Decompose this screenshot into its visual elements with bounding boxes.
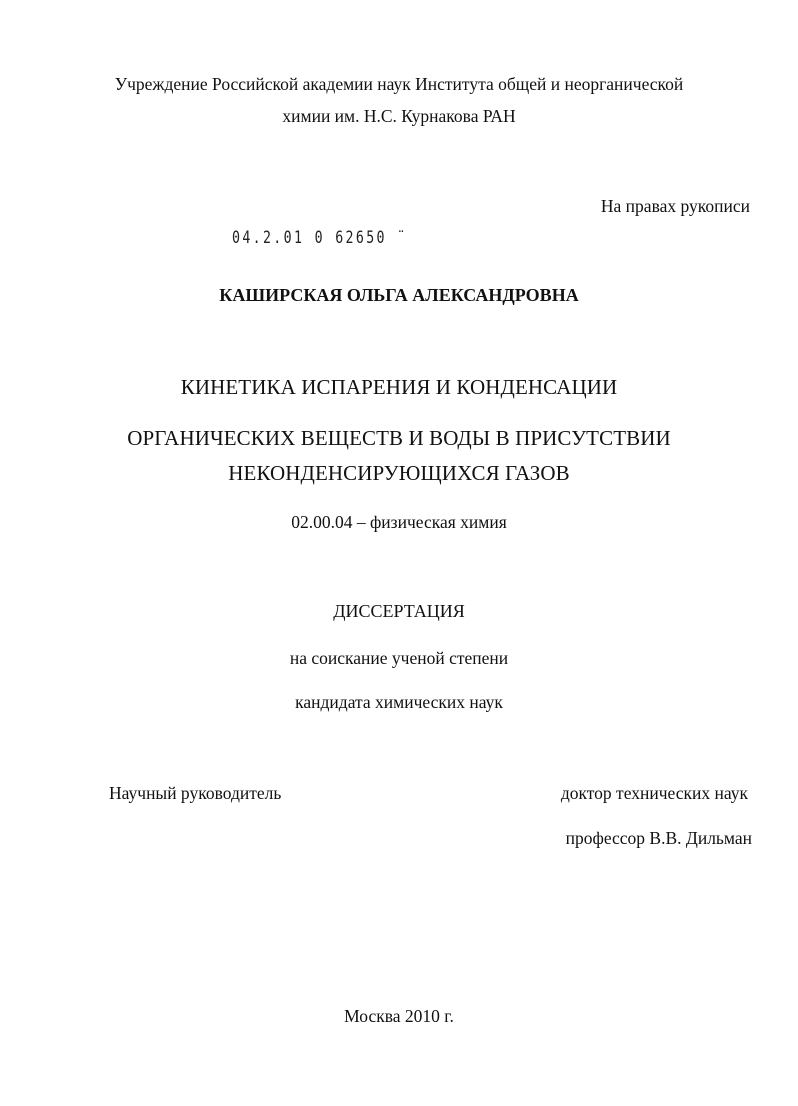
rights-note: На правах рукописи (600, 196, 750, 216)
title-line-2: ОРГАНИЧЕСКИХ ВЕЩЕСТВ И ВОДЫ В ПРИСУТСТВИИ (127, 426, 671, 450)
title-line-1: КИНЕТИКА ИСПАРЕНИЯ И КОНДЕНСАЦИИ (180, 375, 618, 399)
place-year: Москва 2010 г. (344, 1006, 454, 1026)
document-type: ДИССЕРТАЦИЯ (333, 601, 465, 621)
degree-line-2: кандидата химических наук (295, 692, 503, 712)
institution-line-1: Учреждение Российской академии наук Института общей и неорганической (114, 74, 684, 94)
institution-line-2: химии им. Н.С. Курнакова РАН (282, 106, 516, 126)
author-name: КАШИРСКАЯ ОЛЬГА АЛЕКСАНДРОВНА (219, 285, 579, 305)
registry-stamp: 04.2.01 0 62650 ¨ (232, 228, 408, 248)
supervisor-name: профессор В.В. Дильман (565, 828, 752, 848)
specialty-code: 02.00.04 – физическая химия (291, 512, 507, 532)
degree-line-1: на соискание ученой степени (289, 648, 509, 668)
title-line-3: НЕКОНДЕНСИРУЮЩИХСЯ ГАЗОВ (228, 461, 570, 485)
supervisor-title: доктор технических наук (560, 783, 748, 803)
supervisor-label: Научный руководитель (109, 783, 282, 803)
